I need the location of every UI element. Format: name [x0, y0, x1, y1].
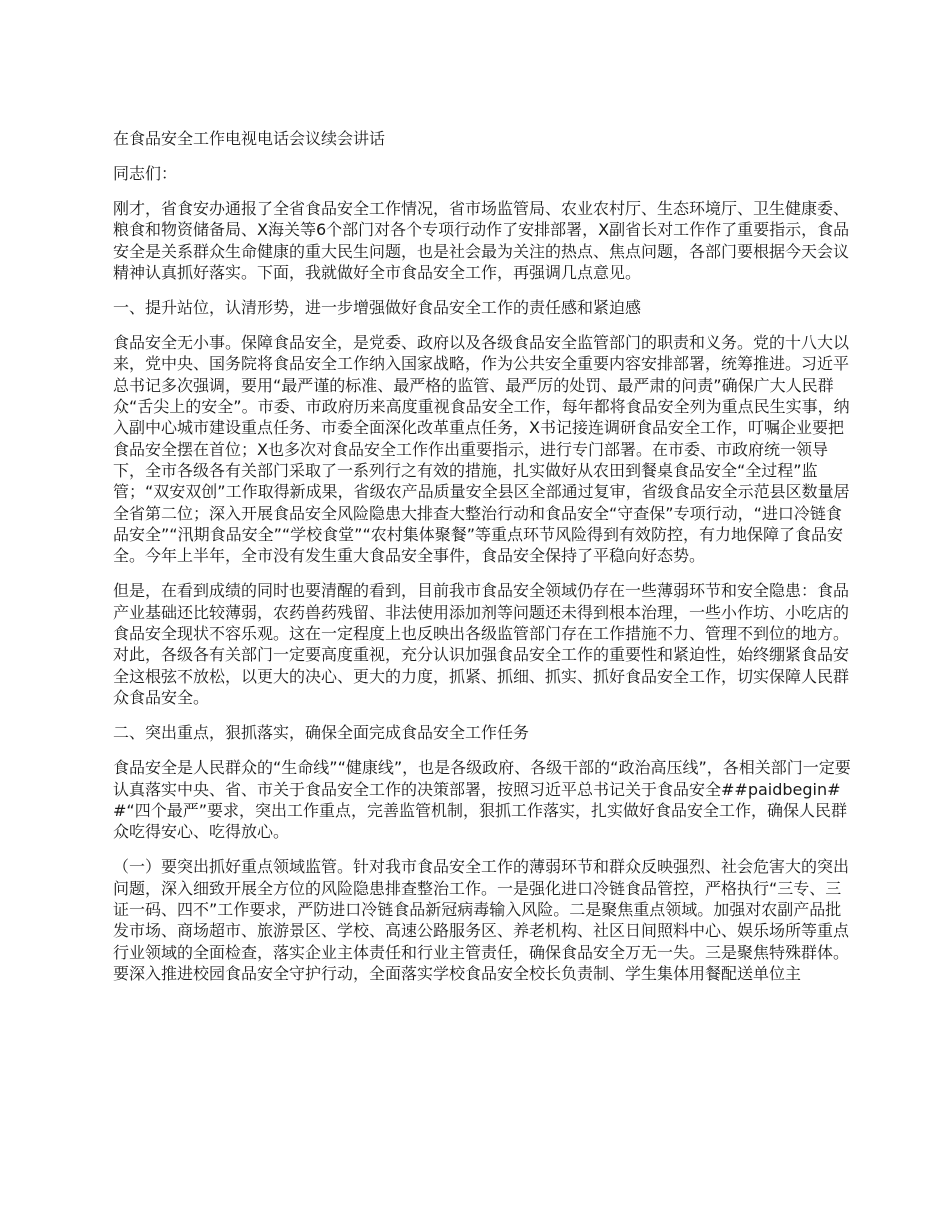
paragraph-intro: 刚才，省食安办通报了全省食品安全工作情况，省市场监管局、农业农村厅、生态环境厅、卫生健康委、粮食和物资储备局、X海关等6个部门对各个专项行动作了安排部署，X副省长对工作作了重要指示，食品安全是关系群众生命健康的重大民生问题，也是社会最为关注的热点、焦点问题，各部门要根据今天会议精神认真抓好落实。下面，我就做好全市食品安全工作，再强调几点意见。 [113, 199, 850, 282]
document-title: 在食品安全工作电视电话会议续会讲话 [113, 129, 386, 148]
paragraph-weaknesses: 但是，在看到成绩的同时也要清醒的看到，目前我市食品安全领域仍存在一些薄弱环节和安全隐患：食品产业基础还比较薄弱，农药兽药残留、非法使用添加剂等问题还未得到根本治理，一些小作坊、小吃店的食品安全现状不容乐观。这在一定程度上也反映出各级监管部门存在工作措施不力、管理不到位的地方。对此，各级各有关部门一定要高度重视，充分认识加强食品安全工作的重要性和紧迫性，始终绷紧食品安全这根弦不放松，以更大的决心、更大的力度，抓紧、抓细、抓实、抓好食品安全工作，切实保障人民群众食品安全。 [113, 581, 850, 707]
paragraph-achievements: 食品安全无小事。保障食品安全，是党委、政府以及各级食品安全监管部门的职责和义务。党的十八大以来，党中央、国务院将食品安全工作纳入国家战略，作为公共安全重要内容安排部署，统筹推进。习近平总书记多次强调，要用“最严谨的标准、最严格的监管、最严厉的处罚、最严肃的问责”确保广大人民群众“舌尖上的安全”。市委、市政府历来高度重视食品安全工作，每年都将食品安全列为重点民生实事，纳入副中心城市建设重点任务、市委全面深化改革重点任务，X书记接连调研食品安全工作，叮嘱企业要把食品安全摆在首位；X也多次对食品安全工作作出重要指示，进行专门部署。在市委、市政府统一领导下，全市各级各有关部门采取了一系列行之有效的措施，扎实做好从农田到餐桌食品安全“全过程”监管；“双安双创”工作取得新成果，省级农产品质量安全县区全部通过复审，省级食品安全示范县区数量居全省第二位；深入开展食品安全风险隐患大排查大整治行动和食品安全“守查保”专项行动，“进口冷链食品安全”“汛期食品安全”“学校食堂”“农村集体聚餐”等重点环节风险得到有效防控，有力地保障了食品安全。今年上半年，全市没有发生重大食品安全事件，食品安全保持了平稳向好态势。 [113, 333, 850, 566]
section-heading-1: 一、提升站位，认清形势，进一步增强做好食品安全工作的责任感和紧迫感 [113, 298, 642, 318]
section-heading-2: 二、突出重点，狠抓落实，确保全面完成食品安全工作任务 [113, 723, 530, 743]
paragraph-key-areas: （一）要突出抓好重点领域监管。针对我市食品安全工作的薄弱环节和群众反映强烈、社会危害大的突出问题，深入细致开展全方位的风险隐患排查整治工作。一是强化进口冷链食品管控，严格执行“三专、三证一码、四不”工作要求，严防进口冷链食品新冠病毒输入风险。二是聚焦重点领域。加强对农副产品批发市场、商场超市、旅游景区、学校、高速公路服务区、养老机构、社区日间照料中心、娱乐场所等重点行业领域的全面检查，落实企业主体责任和行业主管责任，确保食品安全万无一失。三是聚焦特殊群体。要深入推进校园食品安全守护行动，全面落实学校食品安全校长负责制、学生集体用餐配送单位主 [113, 857, 850, 983]
document-page [113, 118, 853, 984]
paragraph-requirements: 食品安全是人民群众的“生命线”“健康线”，也是各级政府、各级干部的“政治高压线”，各相关部门一定要认真落实中央、省、市关于食品安全工作的决策部署，按照习近平总书记关于食品安全##paidbegin##“四个最严”要求，突出工作重点，完善监管机制，狠抓工作落实，扎实做好食品安全工作，确保人民群众吃得安心、吃得放心。 [113, 758, 851, 842]
salutation: 同志们： [113, 164, 178, 183]
